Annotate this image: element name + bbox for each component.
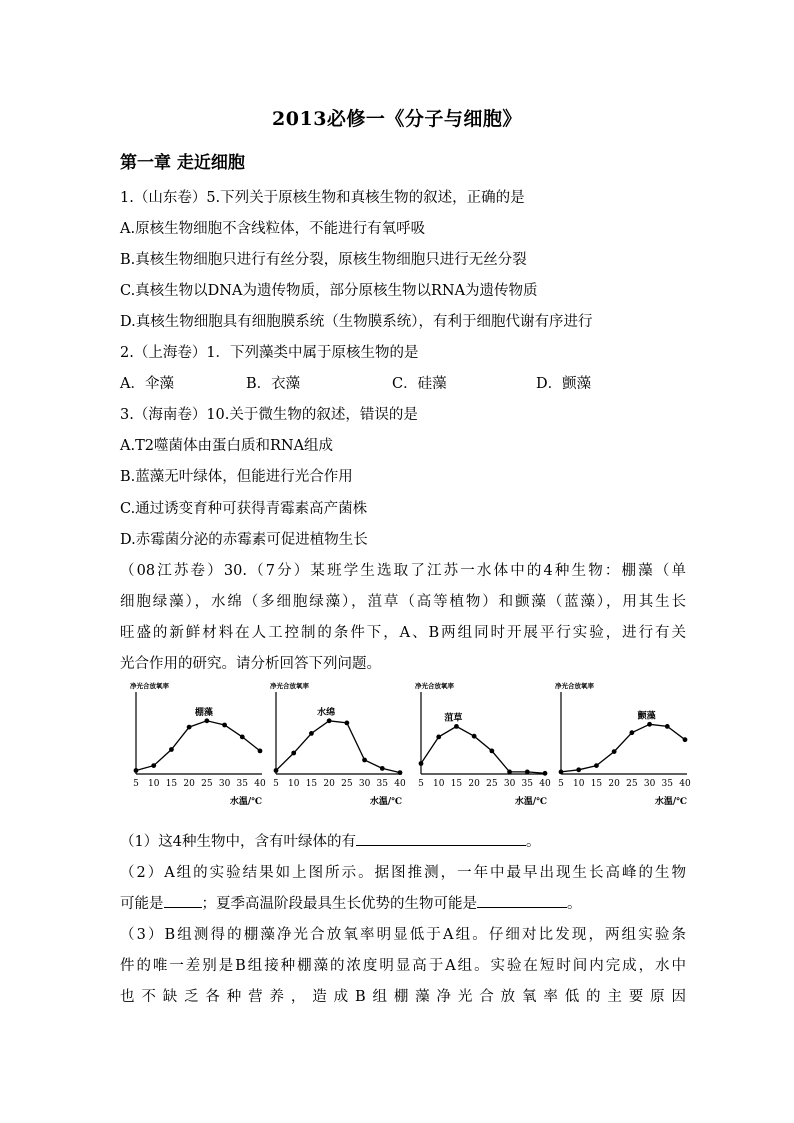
chart-x-tick-label: 5 [273, 779, 279, 789]
chart-x-tick-label: 35 [661, 779, 674, 789]
chart-point [151, 763, 156, 768]
sub-question-2-text-b: ；夏季高温阶段最具生长优势的生物可能是 [201, 896, 477, 912]
question-3-stem: 3.（海南卷）10.关于微生物的叙述，错误的是 [120, 407, 418, 423]
chart-4 [555, 682, 691, 816]
chart-x-tick-label: 30 [503, 779, 516, 789]
sub-question-1-end: 。 [525, 834, 541, 850]
chart-title: 菹草 [444, 713, 463, 724]
sub-question-2-text-a: 可能是 [120, 896, 164, 912]
chart-x-label: 水温/℃ [654, 797, 687, 807]
question-1-option-d: D.真核生物细胞具有细胞膜系统（生物膜系统），有利于细胞代谢有序进行 [120, 314, 593, 330]
chart-point [665, 724, 670, 729]
chart-x-tick-label: 30 [643, 779, 656, 789]
chart-point [380, 766, 385, 771]
sub-question-2-line-2 [120, 892, 582, 913]
chart-point [327, 718, 332, 723]
question-3-option-a: A.T2噬菌体由蛋白质和RNA组成 [120, 438, 334, 454]
chart-x-tick-label: 20 [608, 779, 620, 789]
chart-point [472, 734, 477, 739]
chart-x-tick-label: 15 [165, 779, 178, 789]
chart-point [612, 749, 617, 754]
question-2-option-a: A．伞藻 [120, 376, 174, 392]
question-3-option-d: D.赤霉菌分泌的赤霉素可促进植物生长 [120, 532, 368, 548]
answer-blank-2[interactable] [164, 893, 202, 908]
chart-x-tick-label: 35 [236, 779, 249, 789]
question-2-stem: 2.（上海卷）1．下列藻类中属于原核生物的是 [120, 345, 419, 361]
answer-blank-3[interactable] [477, 893, 567, 908]
chart-point [187, 725, 192, 730]
chart-x-tick-label: 40 [394, 779, 406, 789]
chart-y-label: 净光合放氧率 [415, 682, 454, 690]
chart-x-label: 水温/℃ [369, 797, 402, 807]
chart-x-tick-label: 20 [323, 779, 335, 789]
chart-y-label: 净光合放氧率 [130, 682, 169, 690]
chart-x-tick-label: 25 [341, 779, 353, 789]
question-1-option-c: C.真核生物以DNA为遗传物质，部分原核生物以RNA为遗传物质 [120, 283, 538, 299]
chart-point [543, 771, 548, 776]
chart-x-tick-label: 35 [376, 779, 389, 789]
question-4-intro-line-3: 旺盛的新鲜材料在人工控制的条件下，A、B两组同时开展平行实验，进行有关 [120, 625, 686, 641]
chart-point [362, 758, 367, 763]
question-1-option-b: B.真核生物细胞只进行有丝分裂，原核生物细胞只进行无丝分裂 [120, 252, 527, 268]
question-1-option-a: A.原核生物细胞不含线粒体，不能进行有氧呼吸 [120, 221, 426, 237]
chart-point [507, 770, 512, 775]
question-1-stem: 1.（山东卷）5.下列关于原核生物和真核生物的叙述，正确的是 [120, 190, 525, 206]
chart-y-label: 净光合放氧率 [270, 682, 309, 690]
question-2-option-c: C．硅藻 [392, 376, 447, 392]
chart-x-tick-label: 10 [147, 779, 160, 789]
chart-2 [270, 682, 406, 816]
question-2-options [120, 372, 690, 392]
chart-point [258, 749, 263, 754]
figure-charts [130, 682, 691, 816]
chart-series-line [421, 726, 545, 773]
chart-title: 棚藻 [194, 707, 213, 718]
chart-x-tick-label: 40 [679, 779, 691, 789]
chart-2-svg [270, 682, 406, 816]
page-title: 2013必修一《分子与细胞》 [272, 108, 522, 130]
chart-x-tick-label: 35 [521, 779, 534, 789]
sub-question-2-line-1: （2）A组的实验结果如上图所示。据图推测，一年中最早出现生长高峰的生物 [120, 865, 686, 881]
chart-x-tick-label: 5 [418, 779, 424, 789]
chart-series-line [276, 721, 400, 773]
sub-question-1-text: （1）这4种生物中，含有叶绿体的有 [120, 834, 356, 850]
chart-x-tick-label: 10 [432, 779, 445, 789]
chart-point [344, 721, 349, 726]
question-2-option-d: D．颤藻 [536, 376, 592, 392]
chart-series-line [136, 721, 260, 771]
chart-x-tick-label: 25 [201, 779, 213, 789]
chart-point [291, 751, 296, 756]
chart-point [594, 763, 599, 768]
chart-point [489, 749, 494, 754]
sub-question-1 [120, 830, 540, 851]
chart-point [559, 770, 564, 775]
chart-title: 颤藻 [637, 711, 656, 722]
chart-point [204, 718, 209, 723]
chart-point [629, 730, 634, 735]
chapter-heading: 第一章 走近细胞 [120, 153, 245, 173]
chart-x-tick-label: 15 [305, 779, 318, 789]
chart-title: 水绵 [317, 707, 336, 718]
chart-x-tick-label: 40 [539, 779, 551, 789]
question-4-intro-line-4: 光合作用的研究。请分析回答下列问题。 [120, 656, 381, 672]
chart-1 [130, 682, 266, 816]
question-3-option-c: C.通过诱变育种可获得青霉素高产菌株 [120, 501, 368, 517]
chart-x-tick-label: 5 [558, 779, 564, 789]
chart-point [274, 768, 279, 773]
chart-x-tick-label: 10 [572, 779, 585, 789]
chart-4-svg [555, 682, 691, 816]
chart-x-tick-label: 25 [626, 779, 638, 789]
chart-x-tick-label: 20 [183, 779, 195, 789]
question-3-option-b: B.蓝藻无叶绿体，但能进行光合作用 [120, 469, 353, 485]
chart-point [309, 731, 314, 736]
chart-point [454, 724, 459, 729]
chart-x-label: 水温/℃ [514, 797, 547, 807]
chart-x-label: 水温/℃ [229, 797, 262, 807]
chart-x-tick-label: 15 [450, 779, 463, 789]
chart-x-tick-label: 30 [358, 779, 371, 789]
sub-question-2-end: 。 [567, 896, 582, 912]
question-4-intro-line-2: 细胞绿藻），水绵（多细胞绿藻），菹草（高等植物）和颤藻（蓝藻），用其生长 [120, 594, 686, 610]
chart-point [222, 723, 227, 728]
chart-point [683, 737, 688, 742]
chart-x-tick-label: 30 [218, 779, 231, 789]
chart-point [134, 768, 139, 773]
chart-point [398, 770, 403, 775]
chart-x-tick-label: 25 [486, 779, 498, 789]
chart-point [576, 767, 581, 772]
chart-point [436, 735, 441, 740]
chart-3-svg [415, 682, 551, 816]
sub-question-3-line-2: 件的唯一差别是B组接种棚藻的浓度明显高于A组。实验在短时间内完成，水中 [120, 958, 686, 974]
chart-point [525, 770, 530, 775]
chart-point [240, 735, 245, 740]
chart-y-label: 净光合放氧率 [555, 682, 594, 690]
sub-question-3-line-3: 也不缺乏各种营养，造成B组棚藻净光合放氧率低的主要原因 [120, 989, 686, 1005]
chart-x-tick-label: 15 [590, 779, 603, 789]
chart-point [419, 761, 424, 766]
chart-x-tick-label: 20 [468, 779, 480, 789]
chart-x-tick-label: 10 [287, 779, 300, 789]
chart-point [169, 747, 174, 752]
sub-question-3-line-1: （3）B组测得的棚藻净光合放氧率明显低于A组。仔细对比发现，两组实验条 [120, 927, 686, 943]
question-2-option-b: B．衣藻 [246, 376, 301, 392]
question-4-intro-line-1: （08江苏卷）30.（7分）某班学生选取了江苏一水体中的4种生物：棚藻（单 [120, 563, 686, 579]
chart-series-line [561, 724, 685, 772]
chart-1-svg [130, 682, 266, 816]
chart-point [647, 722, 652, 727]
answer-blank-1[interactable] [356, 831, 526, 846]
chart-3 [415, 682, 551, 816]
chart-x-tick-label: 5 [133, 779, 139, 789]
chart-x-tick-label: 40 [254, 779, 266, 789]
